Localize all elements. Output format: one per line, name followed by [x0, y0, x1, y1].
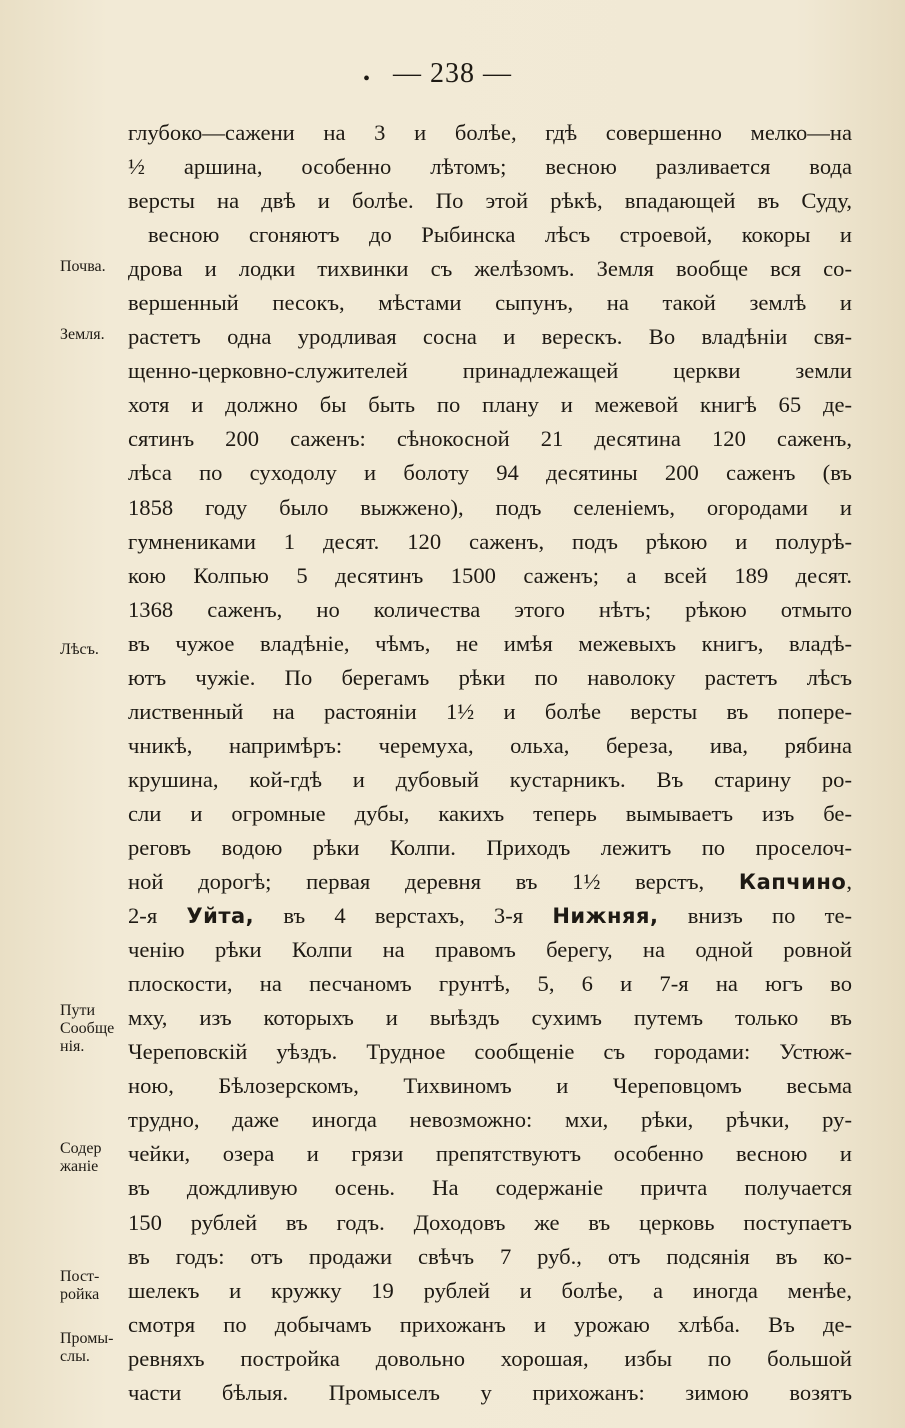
- text-line: щенно-церковно-служителей принадлежащей церкви земли: [128, 358, 852, 384]
- text-line: лиственный на растояніи 1½ и болѣе версты въ попере-: [128, 698, 852, 724]
- margin-note-line: Пути: [60, 1002, 96, 1019]
- text-line: трудно, даже иногда невозможно: мхи, рѣки, рѣчки, ру-: [128, 1107, 852, 1133]
- margin-note-forest: Лѣсъ.: [60, 641, 99, 658]
- text-line: чникѣ, напримѣръ: черемуха, ольха, береза, ива, рябина: [128, 732, 852, 758]
- text-line: ½ аршина, особенно лѣтомъ; весною разливается вода: [128, 154, 852, 180]
- text-line: ною, Бѣлозерскомъ, Тихвиномъ и Череповцомъ весьма: [128, 1073, 852, 1099]
- text-line: [128, 899, 852, 933]
- text-line: части бѣлыя. Промыселъ у прихожанъ: зимою возятъ: [128, 1379, 852, 1405]
- text-line: лѣса по суходолу и болоту 94 десятины 200 саженъ (въ: [128, 460, 852, 486]
- text-line: дрова и лодки тихвинки съ желѣзомъ. Земля вообще вся со-: [128, 256, 852, 282]
- line-text: въ 4 верстахъ, 3-я: [283, 903, 524, 929]
- margin-note-soil: Почва.: [60, 258, 106, 275]
- text-line: ютъ чужіе. По берегамъ рѣки по наволоку растетъ лѣсъ: [128, 664, 852, 690]
- page-number: — 238 —: [393, 58, 512, 89]
- text-line: крушина, кой-гдѣ и дубовый кустарникъ. Въ старину ро-: [128, 766, 852, 792]
- text-line: [128, 865, 852, 899]
- text-line: растетъ одна уродливая сосна и верескъ. Во владѣніи свя-: [128, 324, 852, 350]
- margin-note-line: ройка: [60, 1286, 100, 1303]
- village-name: Капчино: [738, 870, 847, 895]
- village-name: Нижняя,: [552, 904, 659, 929]
- text-line: глубоко—сажени на 3 и болѣе, гдѣ совершенно мелко—на: [128, 120, 852, 145]
- text-line: въ дождливую осень. На содержаніе причта получается: [128, 1175, 852, 1201]
- line-text: внизъ по те-: [687, 903, 852, 929]
- punct: ,: [846, 869, 852, 895]
- text-line: Череповскій уѣздъ. Трудное сообщеніе съ городами: Устюж-: [128, 1039, 852, 1065]
- margin-note-line: слы.: [60, 1348, 90, 1365]
- margin-note-maintenance: [60, 1140, 128, 1176]
- text-line: 150 рублей въ годъ. Доходовъ же въ церковь поступаетъ: [128, 1209, 852, 1235]
- text-line: 1858 году было выжжено), подъ селеніемъ, огородами и: [128, 494, 852, 520]
- printer-mark: •: [363, 68, 371, 90]
- main-text: [128, 116, 852, 1410]
- text-line: гумнениками 1 десят. 120 саженъ, подъ рѣкою и полурѣ-: [128, 528, 852, 554]
- margin-note-line: Пост-: [60, 1268, 100, 1285]
- text-line: ревняхъ постройка довольно хорошая, избы по большой: [128, 1345, 852, 1371]
- text-line: въ годъ: отъ продажи свѣчъ 7 руб., отъ подсянія въ ко-: [128, 1243, 852, 1269]
- margin-note-buildings: [60, 1268, 128, 1304]
- text-line: плоскости, на песчаномъ грунтѣ, 5, 6 и 7-я на югъ во: [128, 971, 852, 997]
- margin-note-line: нія.: [60, 1038, 85, 1055]
- text-line: мху, изъ которыхъ и выѣздъ сухимъ путемъ только въ: [128, 1005, 852, 1031]
- line-text: ной дорогѣ; первая деревня въ 1½ верстъ,: [128, 869, 705, 895]
- text-line: версты на двѣ и болѣе. По этой рѣкѣ, впадающей въ Суду,: [128, 188, 852, 214]
- margin-note-line: Сообще: [60, 1020, 115, 1037]
- text-line: ченію рѣки Колпи на правомъ берегу, на одной ровной: [128, 937, 852, 963]
- text-line: вершенный песокъ, мѣстами сыпунъ, на такой землѣ и: [128, 290, 852, 316]
- margin-note-land: Земля.: [60, 326, 105, 343]
- margin-note-roads: [60, 1002, 128, 1056]
- text-line: въ чужое владѣніе, чѣмъ, не имѣя межевыхъ книгъ, владѣ-: [128, 630, 852, 656]
- margin-note-line: Промы-: [60, 1330, 114, 1347]
- text-line: реговъ водою рѣки Колпи. Приходъ лежитъ по проселоч-: [128, 834, 852, 860]
- text-line: 1368 саженъ, но количества этого нѣтъ; рѣкою отмыто: [128, 596, 852, 622]
- text-line: чейки, озера и грязи препятствуютъ особенно весною и: [128, 1141, 852, 1167]
- margin-note-trades: [60, 1330, 128, 1366]
- text-line: кою Колпью 5 десятинъ 1500 саженъ; а всей 189 десят.: [128, 562, 852, 588]
- text-line: хотя и должно бы быть по плану и межевой книгѣ 65 де-: [128, 392, 852, 418]
- text-line: сятинъ 200 саженъ: сѣнокосной 21 десятина 120 саженъ,: [128, 426, 852, 452]
- line-text: 2-я: [128, 903, 158, 929]
- text-line: смотря по добычамъ прихожанъ и урожаю хлѣба. Въ де-: [128, 1311, 852, 1337]
- margin-note-line: жаніе: [60, 1158, 99, 1175]
- margin-note-line: Содер: [60, 1140, 102, 1157]
- village-name: Уйта,: [186, 904, 255, 929]
- text-line: сли и огромные дубы, какихъ теперь вымываетъ изъ бе-: [128, 800, 852, 826]
- text-line: весною сгоняютъ до Рыбинска лѣсъ строевой, кокоры и: [148, 222, 852, 248]
- text-line: шелекъ и кружку 19 рублей и болѣе, а иногда менѣе,: [128, 1277, 852, 1303]
